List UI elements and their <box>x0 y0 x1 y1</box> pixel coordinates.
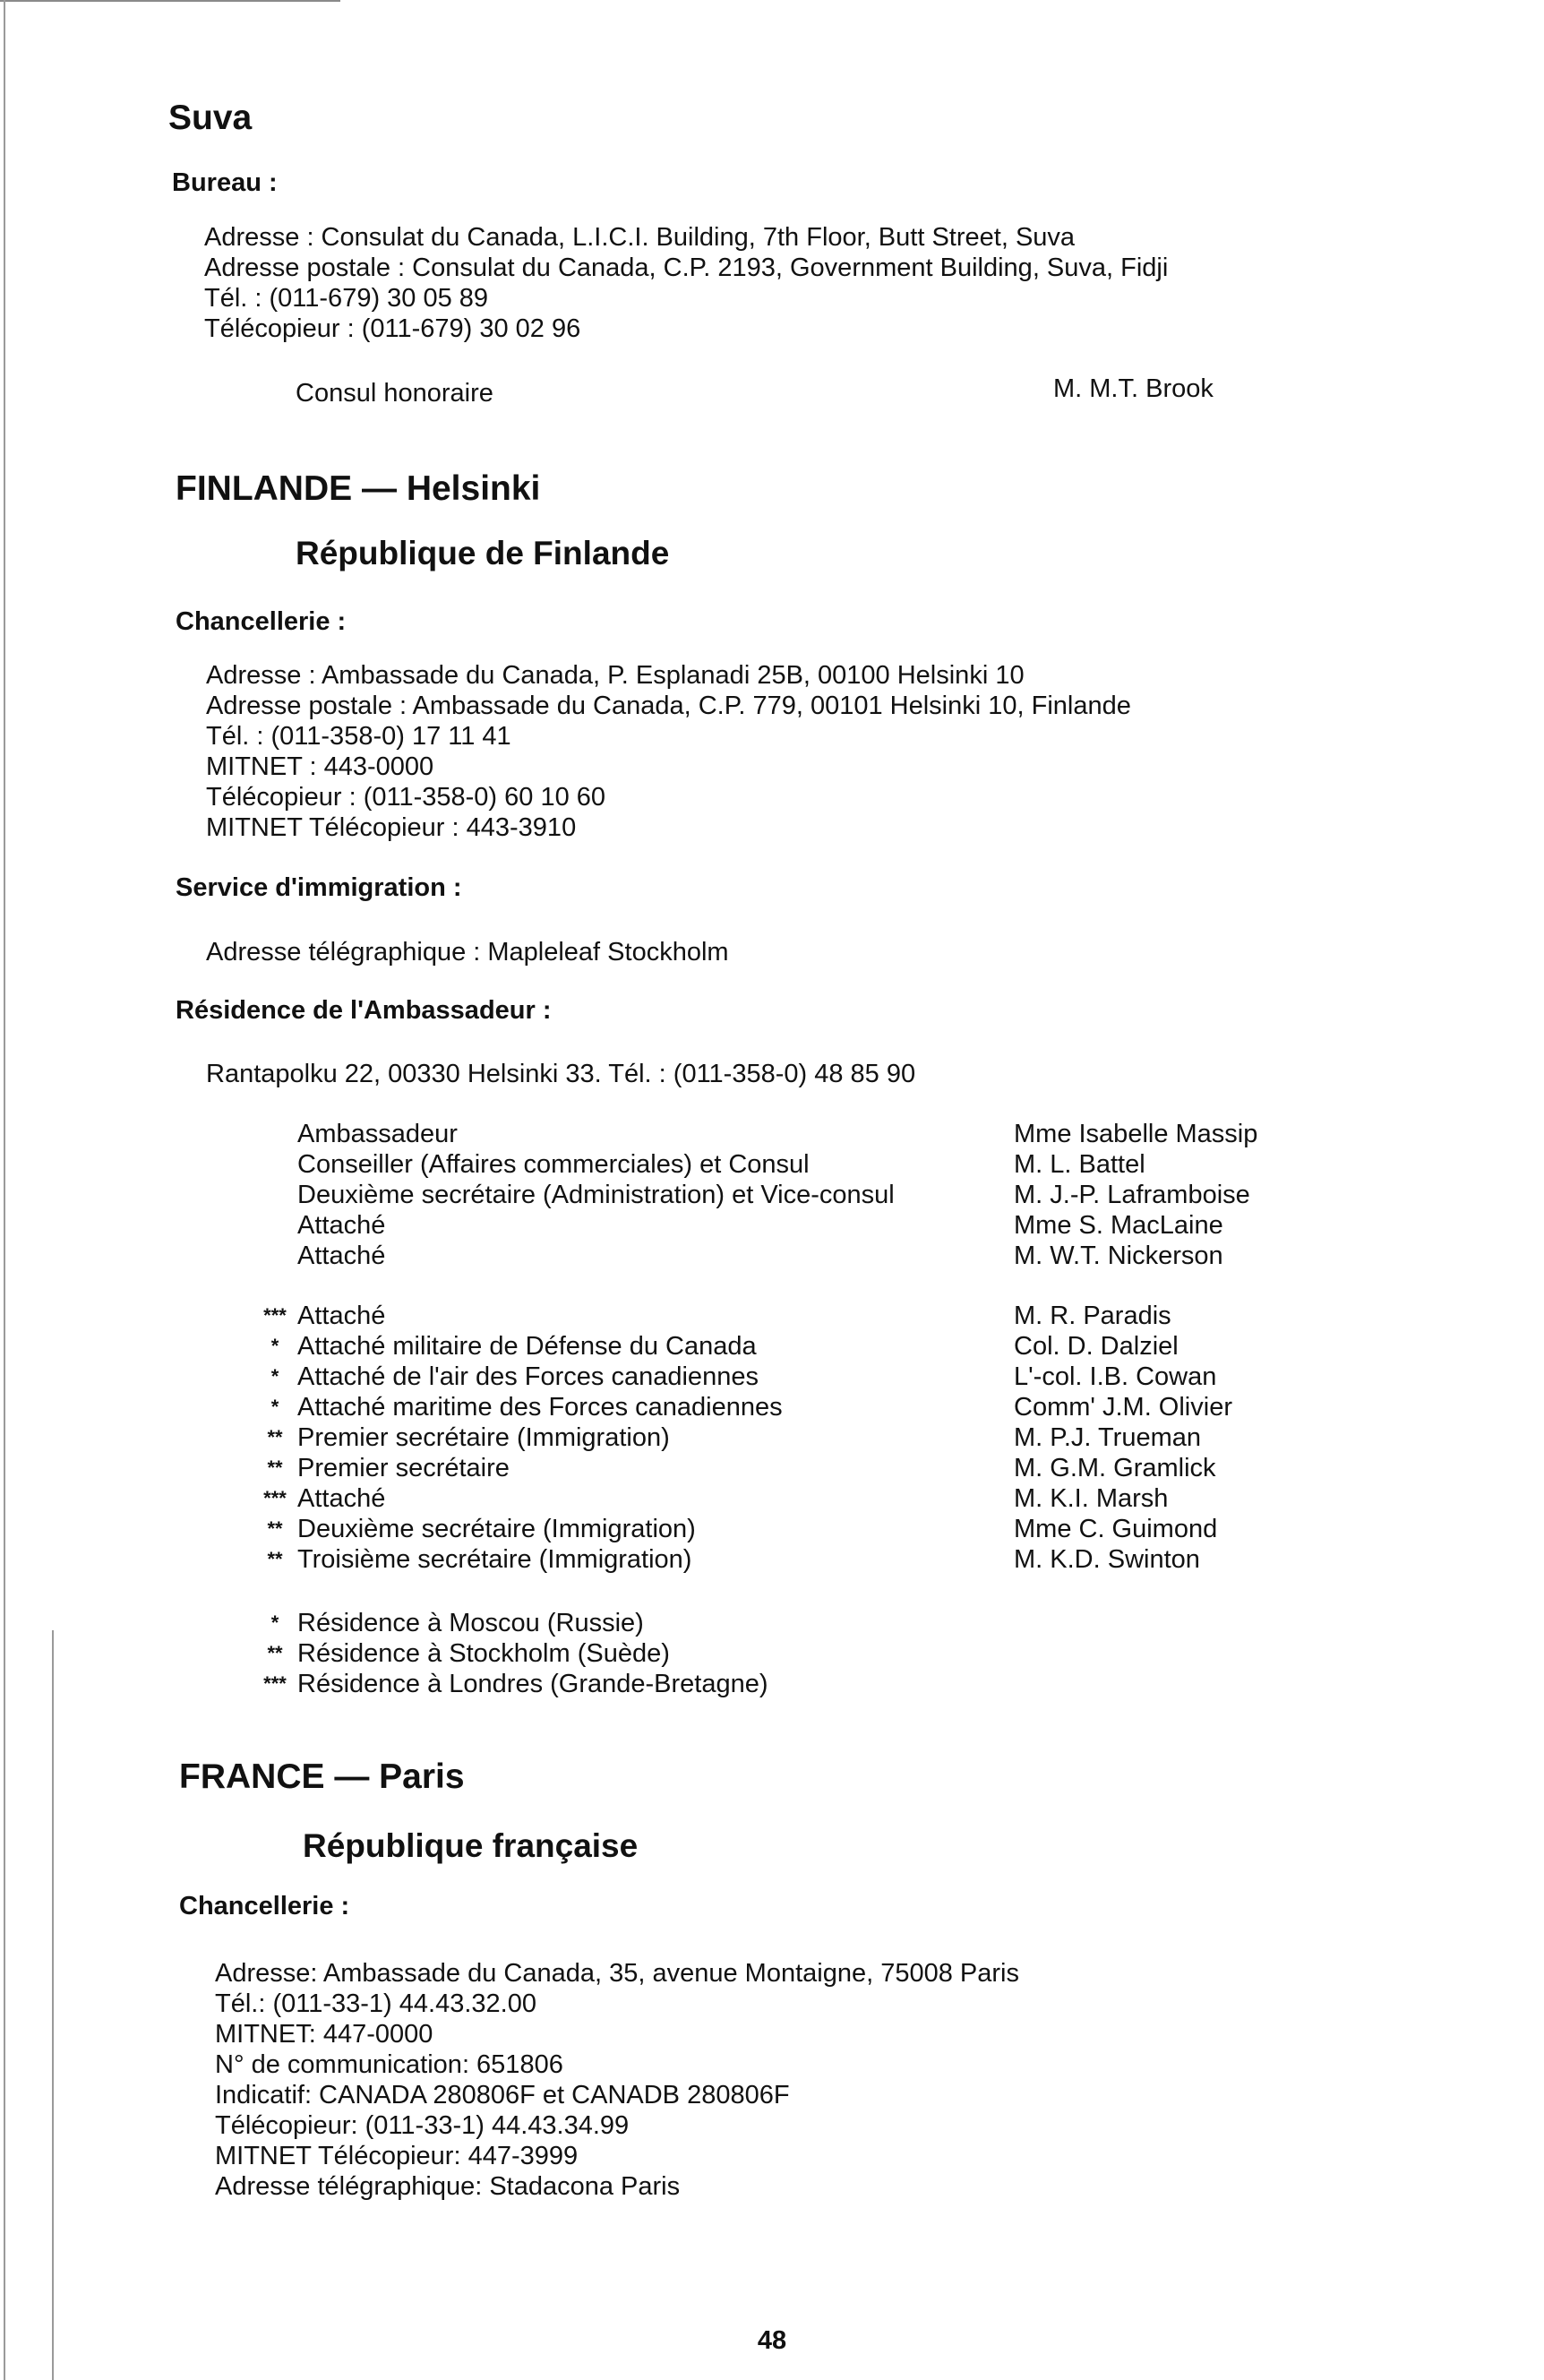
footnote-mark: ** <box>267 1517 283 1540</box>
address-line: Indicatif: CANADA 280806F et CANADB 280806F <box>215 2081 790 2109</box>
staff-title: Troisième secrétaire (Immigration) <box>297 1545 692 1574</box>
staff-title: Attaché <box>297 1211 386 1240</box>
footnotes <box>253 1608 1327 1699</box>
footnote-mark: ** <box>267 1426 283 1448</box>
staff-list-primary <box>253 1119 1327 1271</box>
staff-row <box>253 1241 1327 1271</box>
address-line: MITNET: 447-0000 <box>215 2020 433 2049</box>
country-subtitle: République française <box>303 1827 639 1864</box>
immigration-line: Adresse télégraphique : Mapleleaf Stockholm <box>206 938 729 967</box>
section-heading-suva: Suva <box>168 99 253 137</box>
footnote-row <box>253 1669 1327 1699</box>
staff-row <box>253 1514 1327 1544</box>
france-chancellerie-block <box>215 1958 1019 2202</box>
address-line: MITNET Télécopieur: 447-3999 <box>215 2142 579 2170</box>
footnote-mark: *** <box>263 1672 287 1695</box>
staff-title: Premier secrétaire <box>297 1454 510 1482</box>
address-line: Tél. : (011-679) 30 05 89 <box>204 284 489 313</box>
chancellerie-label: Chancellerie : <box>176 607 347 636</box>
section-heading-france: FRANCE — Paris <box>179 1757 465 1796</box>
immigration-label: Service d'immigration : <box>176 873 462 902</box>
address-line: Adresse: Ambassade du Canada, 35, avenue Montaigne, 75008 Paris <box>215 1959 1019 1988</box>
footnote-mark: *** <box>263 1487 287 1509</box>
address-line: Adresse postale : Consulat du Canada, C.P. 2193, Government Building, Suva, Fidji <box>204 253 1169 282</box>
footnote-mark: * <box>270 1335 279 1357</box>
residence-label: Résidence de l'Ambassadeur : <box>176 996 552 1025</box>
staff-row <box>253 1544 1327 1575</box>
page-number: 48 <box>757 2326 787 2355</box>
address-line: Adresse postale : Ambassade du Canada, C.P. 779, 00101 Helsinki 10, Finlande <box>206 692 1131 720</box>
chancellerie-label: Chancellerie : <box>179 1892 350 1920</box>
footnote-row <box>253 1638 1327 1669</box>
staff-name: M. G.M. Gramlick <box>1014 1454 1216 1482</box>
finlande-chancellerie-block <box>206 660 1131 843</box>
staff-name: M. R. Paradis <box>1014 1302 1171 1330</box>
address-line: Télécopieur : (011-679) 30 02 96 <box>204 314 581 343</box>
staff-name: Comm' J.M. Olivier <box>1014 1393 1232 1422</box>
staff-name: Mme C. Guimond <box>1014 1515 1218 1543</box>
staff-name: M. K.I. Marsh <box>1014 1484 1169 1513</box>
footnote-text: Résidence à Londres (Grande-Bretagne) <box>297 1670 768 1698</box>
bureau-label: Bureau : <box>172 168 278 197</box>
staff-title: Attaché militaire de Défense du Canada <box>297 1332 757 1361</box>
staff-row <box>253 1180 1327 1210</box>
footnote-mark: ** <box>267 1548 283 1570</box>
staff-title: Ambassadeur <box>297 1120 458 1148</box>
staff-name: M. M.T. Brook <box>1053 374 1214 403</box>
staff-row <box>253 1149 1327 1180</box>
staff-title: Attaché maritime des Forces canadiennes <box>297 1393 783 1422</box>
staff-row <box>253 1422 1327 1453</box>
address-line: Télécopieur : (011-358-0) 60 10 60 <box>206 783 606 812</box>
staff-row <box>253 1453 1327 1483</box>
staff-row <box>253 1210 1327 1241</box>
address-line: Tél.: (011-33-1) 44.43.32.00 <box>215 1989 536 2018</box>
address-line: Tél. : (011-358-0) 17 11 41 <box>206 722 511 751</box>
footnote-text: Résidence à Stockholm (Suède) <box>297 1639 670 1668</box>
staff-row <box>253 1331 1327 1362</box>
footnote-mark: * <box>270 1396 279 1418</box>
staff-title: Deuxième secrétaire (Immigration) <box>297 1515 696 1543</box>
staff-name: M. P.J. Trueman <box>1014 1423 1201 1452</box>
footnote-text: Résidence à Moscou (Russie) <box>297 1609 644 1637</box>
staff-title: Attaché <box>297 1484 386 1513</box>
footnote-mark: *** <box>263 1304 287 1327</box>
staff-row <box>253 1392 1327 1422</box>
suva-address-block <box>204 222 1168 344</box>
staff-title: Attaché <box>297 1242 386 1270</box>
staff-name: M. K.D. Swinton <box>1014 1545 1200 1574</box>
address-line: MITNET Télécopieur : 443-3910 <box>206 813 577 842</box>
staff-title: Conseiller (Affaires commerciales) et Consul <box>297 1150 810 1179</box>
residence-line: Rantapolku 22, 00330 Helsinki 33. Tél. : (011-358-0) 48 85 90 <box>206 1060 916 1088</box>
footnote-row <box>253 1608 1327 1638</box>
staff-name: Col. D. Dalziel <box>1014 1332 1179 1361</box>
staff-name: Mme S. MacLaine <box>1014 1211 1223 1240</box>
address-line: Adresse télégraphique: Stadacona Paris <box>215 2172 681 2201</box>
address-line: Télécopieur: (011-33-1) 44.43.34.99 <box>215 2111 630 2140</box>
staff-row <box>253 1483 1327 1514</box>
address-line: N° de communication: 651806 <box>215 2050 563 2079</box>
footnote-mark: ** <box>267 1642 283 1664</box>
staff-row <box>253 1301 1327 1331</box>
staff-list-secondary <box>253 1301 1327 1575</box>
section-heading-finlande: FINLANDE — Helsinki <box>176 469 541 508</box>
staff-name: M. W.T. Nickerson <box>1014 1242 1223 1270</box>
address-line: Adresse : Consulat du Canada, L.I.C.I. Building, 7th Floor, Butt Street, Suva <box>204 223 1076 252</box>
staff-name: L'-col. I.B. Cowan <box>1014 1362 1217 1391</box>
staff-name: M. L. Battel <box>1014 1150 1145 1179</box>
address-line: MITNET : 443-0000 <box>206 752 434 781</box>
staff-title: Consul honoraire <box>296 379 493 408</box>
staff-title: Attaché <box>297 1302 386 1330</box>
country-subtitle: République de Finlande <box>296 535 670 571</box>
staff-name: M. J.-P. Laframboise <box>1014 1181 1250 1209</box>
footnote-mark: * <box>270 1611 279 1634</box>
staff-title: Premier secrétaire (Immigration) <box>297 1423 670 1452</box>
staff-row <box>253 1119 1327 1149</box>
address-line: Adresse : Ambassade du Canada, P. Esplanadi 25B, 00100 Helsinki 10 <box>206 661 1025 690</box>
footnote-mark: * <box>270 1365 279 1388</box>
staff-title: Deuxième secrétaire (Administration) et Vice-consul <box>297 1181 895 1209</box>
footnote-mark: ** <box>267 1456 283 1479</box>
staff-name: Mme Isabelle Massip <box>1014 1120 1258 1148</box>
staff-title: Attaché de l'air des Forces canadiennes <box>297 1362 759 1391</box>
staff-row <box>253 1362 1327 1392</box>
